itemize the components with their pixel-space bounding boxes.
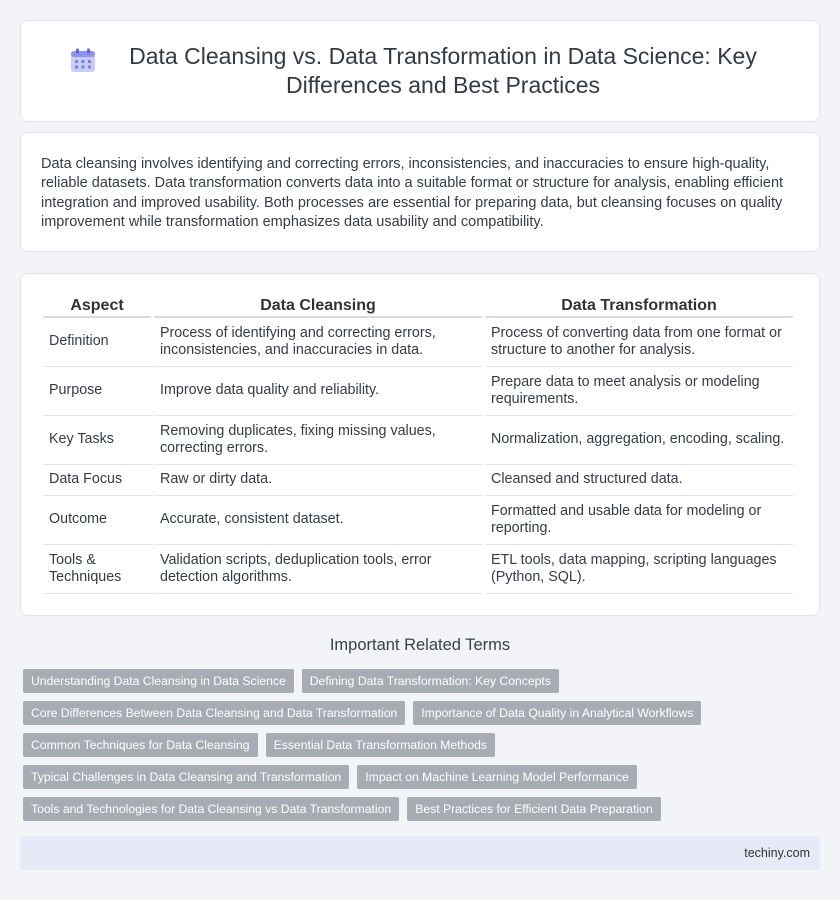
row-aspect: Data Focus [43,465,151,496]
related-tag[interactable]: Understanding Data Cleansing in Data Science [23,669,294,693]
related-tag[interactable]: Defining Data Transformation: Key Concepts [302,669,559,693]
table-row [43,318,793,367]
table-row [43,465,793,496]
row-aspect: Purpose [43,367,151,416]
related-terms-tags [23,669,823,821]
row-transformation: Cleansed and structured data. [485,465,793,496]
row-cleansing: Validation scripts, deduplication tools, error detection algorithms. [154,545,482,594]
related-terms-title: Important Related Terms [329,636,511,654]
row-cleansing: Improve data quality and reliability. [154,367,482,416]
header-card [20,20,820,122]
header-aspect: Aspect [43,296,151,318]
row-aspect: Key Tasks [43,416,151,465]
row-transformation: Prepare data to meet analysis or modeling requirements. [485,367,793,416]
table-row [43,367,793,416]
row-cleansing: Accurate, consistent dataset. [154,496,482,545]
row-aspect: Tools & Techniques [43,545,151,594]
table-row [43,496,793,545]
row-transformation: Normalization, aggregation, encoding, scaling. [485,416,793,465]
related-tag[interactable]: Essential Data Transformation Methods [266,733,495,757]
intro-text: Data cleansing involves identifying and correcting errors, inconsistencies, and inaccuracies to ensure high-quality, reliable datasets. Data transformation converts data into a suitable format or structure for analysis, enabling efficient integration and improved usability. Both processes are essential for preparing data, but cleansing focuses on quality improvement while transformation emphasizes data usability and compatibility. [41,156,784,230]
calendar-icon [70,48,96,74]
header-data-transformation: Data Transformation [485,296,793,318]
row-transformation: Process of converting data from one format or structure to another for analysis. [485,318,793,367]
related-tag[interactable]: Impact on Machine Learning Model Performance [357,765,637,789]
related-tag[interactable]: Common Techniques for Data Cleansing [23,733,258,757]
table-row [43,416,793,465]
comparison-table [40,296,796,594]
row-transformation: ETL tools, data mapping, scripting languages (Python, SQL). [485,545,793,594]
intro-card [20,132,820,252]
table-row [43,545,793,594]
footer [20,836,820,870]
row-aspect: Definition [43,318,151,367]
row-transformation: Formatted and usable data for modeling or reporting. [485,496,793,545]
related-tag[interactable]: Core Differences Between Data Cleansing and Data Transformation [23,701,405,725]
row-cleansing: Process of identifying and correcting errors, inconsistencies, and inaccuracies in data. [154,318,482,367]
related-tag[interactable]: Typical Challenges in Data Cleansing and Transformation [23,765,349,789]
header-data-cleansing: Data Cleansing [154,296,482,318]
footer-site-link[interactable]: techiny.com [744,846,810,860]
row-cleansing: Raw or dirty data. [154,465,482,496]
page-title: Data Cleansing vs. Data Transformation in Data Science: Key Differences and Best Practices [129,43,757,98]
row-cleansing: Removing duplicates, fixing missing values, correcting errors. [154,416,482,465]
related-tag[interactable]: Tools and Technologies for Data Cleansing vs Data Transformation [23,797,399,821]
comparison-card [20,273,820,616]
related-tag[interactable]: Importance of Data Quality in Analytical Workflows [413,701,701,725]
row-aspect: Outcome [43,496,151,545]
related-tag[interactable]: Best Practices for Efficient Data Preparation [407,797,661,821]
